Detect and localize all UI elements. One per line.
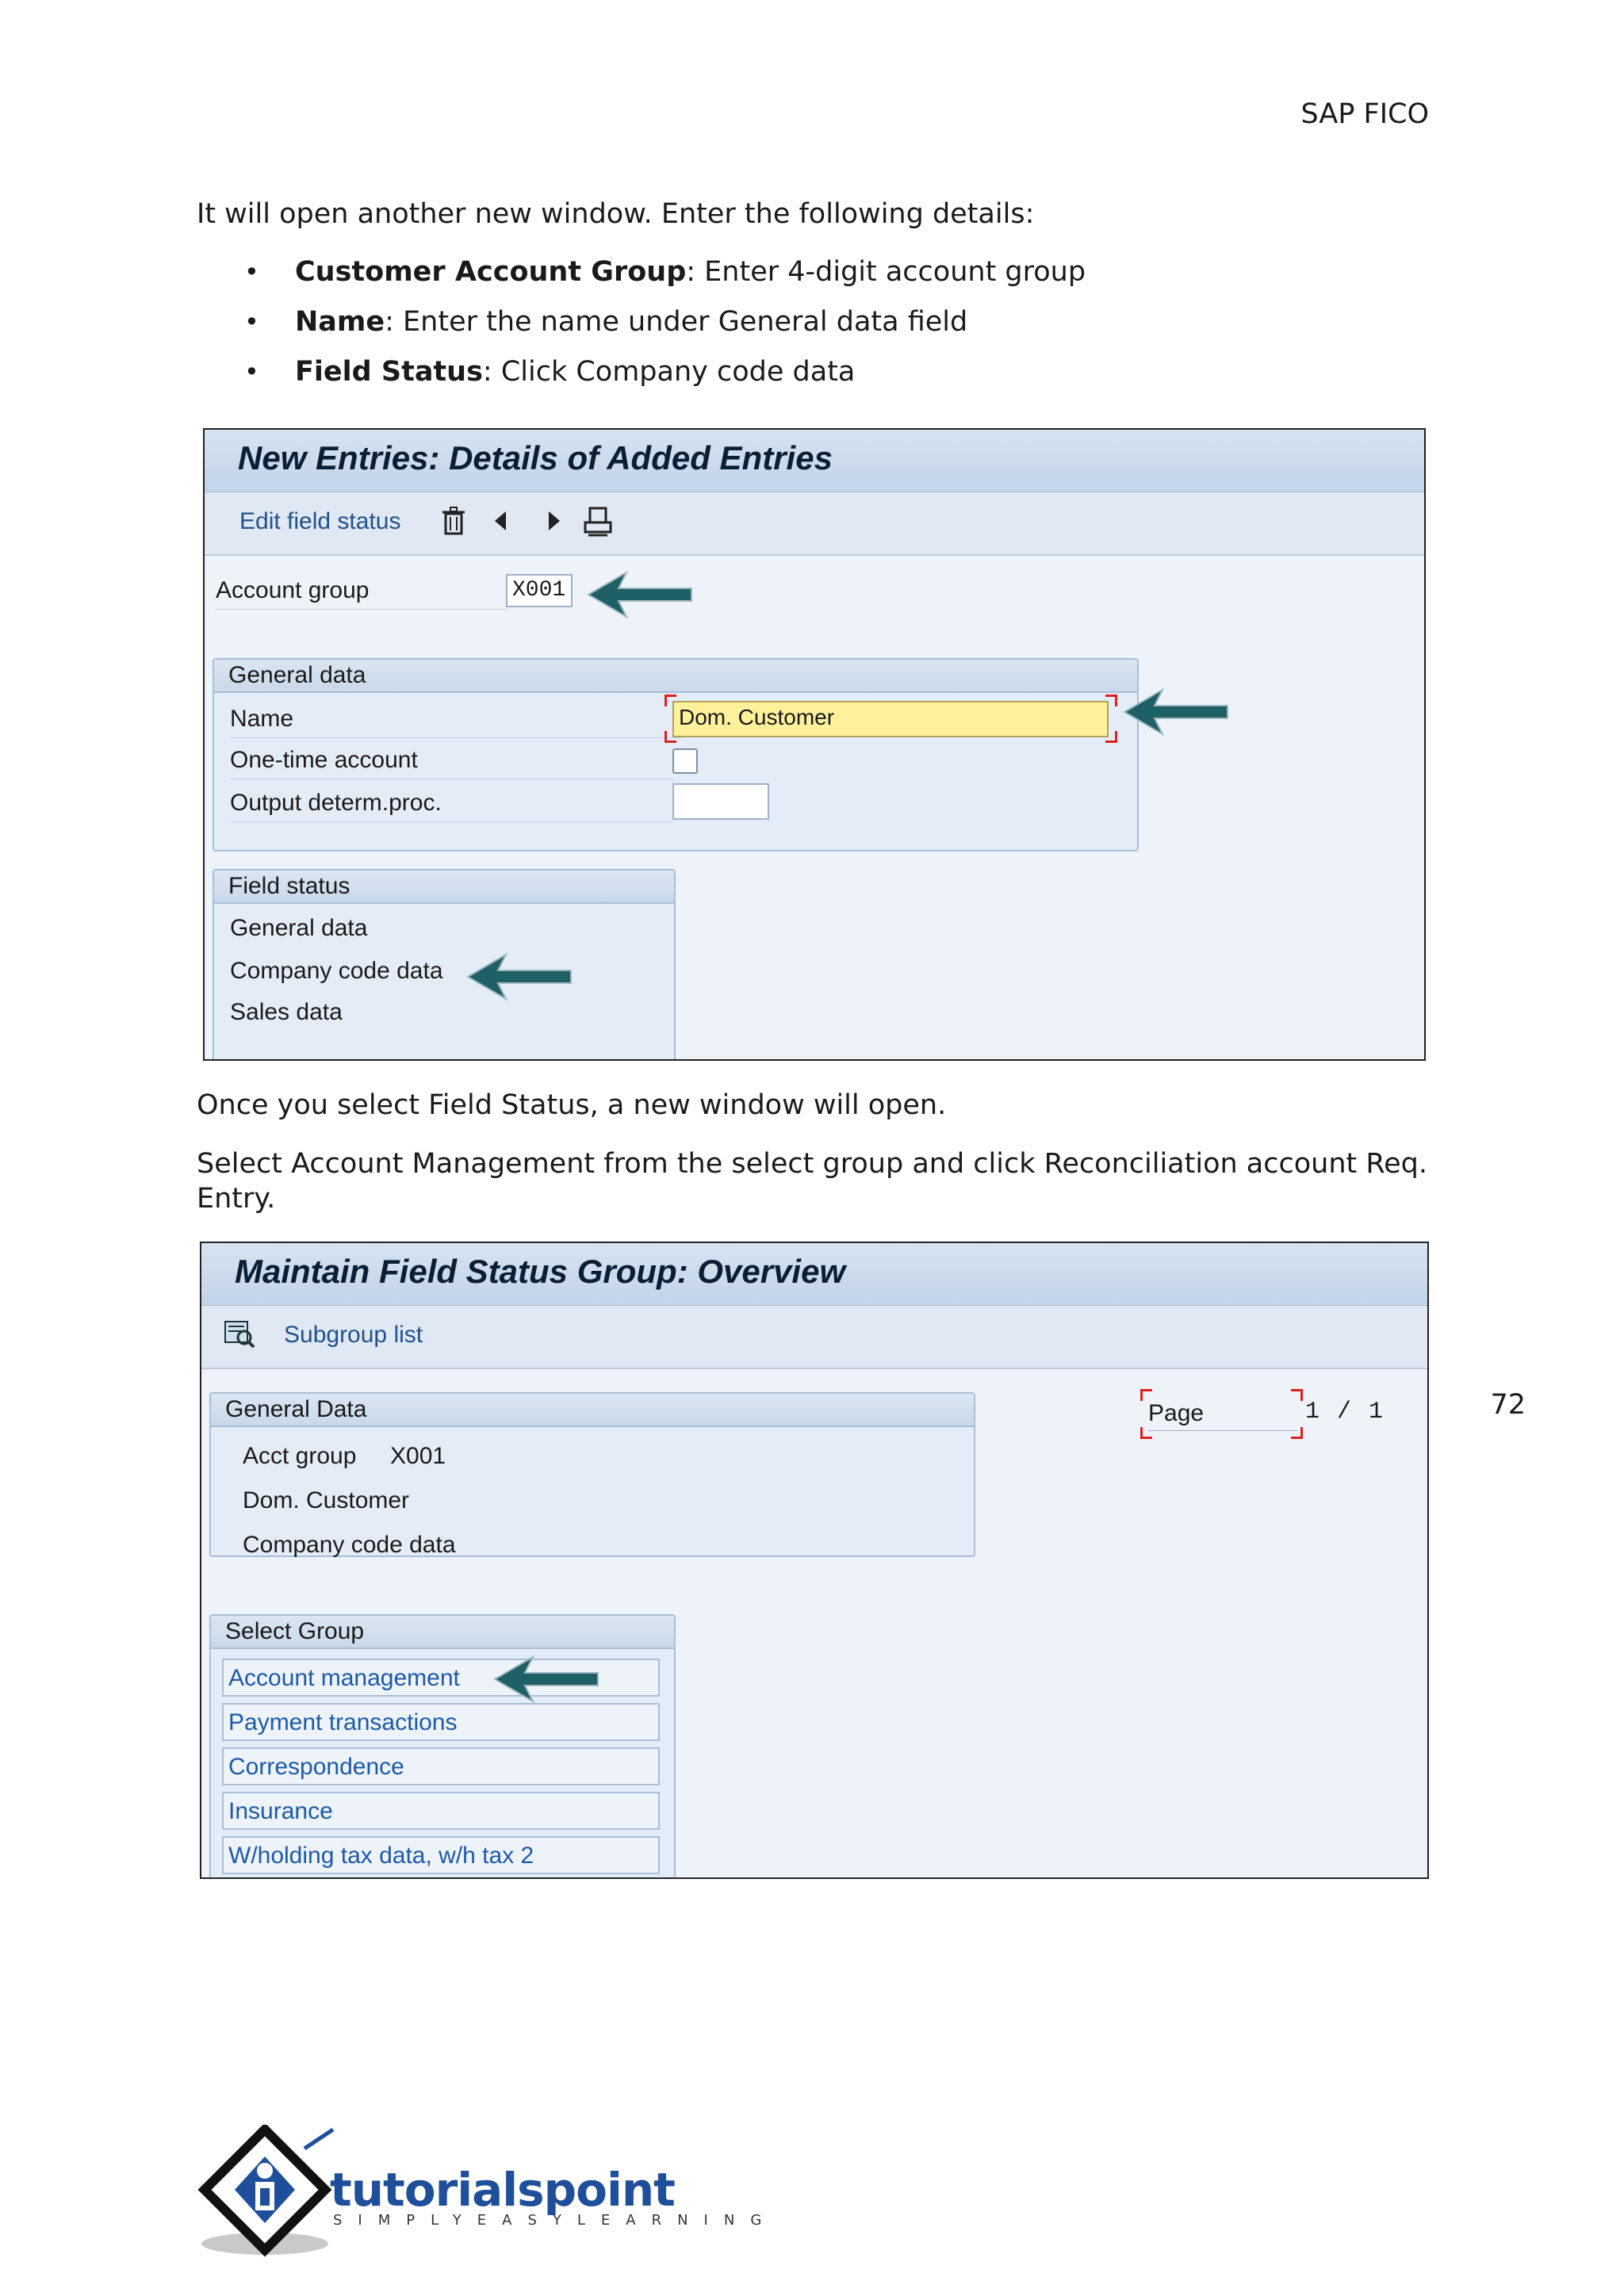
document-header-title: SAP FICO <box>1300 98 1429 130</box>
page-number: 72 <box>1490 1389 1526 1421</box>
select-group-item-label[interactable]: Insurance <box>228 1798 333 1824</box>
application-toolbar <box>205 492 1424 556</box>
previous-entry-icon[interactable] <box>484 503 519 538</box>
general-data-group <box>213 658 1139 851</box>
mid-paragraph-2: Select Account Management from the select group and click Reconciliation account Req. Entry. <box>197 1148 1427 1215</box>
screen-title: Maintain Field Status Group: Overview <box>235 1253 846 1290</box>
bullet-list <box>197 250 1086 400</box>
group-header <box>214 660 1137 693</box>
acct-group-value: X001 <box>390 1443 446 1469</box>
general-data-group <box>209 1392 975 1557</box>
field-status-group <box>213 869 676 1061</box>
mid-paragraph-1: Once you select Field Status, a new window will open. <box>197 1089 947 1121</box>
account-group-label: Account group <box>216 577 370 603</box>
application-toolbar <box>201 1306 1427 1369</box>
bullet-desc: : Click Company code data <box>482 356 856 388</box>
page-current: 1 <box>1305 1399 1320 1425</box>
bullet-desc: : Enter 4-digit account group <box>686 256 1086 288</box>
bullet-term: Customer Account Group <box>295 256 687 288</box>
one-time-account-checkbox[interactable] <box>672 748 698 774</box>
page-separator: / <box>1337 1399 1352 1425</box>
select-group-item-withholding-tax[interactable] <box>222 1836 660 1874</box>
subgroup-list-button[interactable]: Subgroup list <box>284 1322 423 1348</box>
general-data-heading: General Data <box>225 1396 367 1422</box>
bullet-item <box>197 350 1086 400</box>
select-group-item-label[interactable]: Account management <box>228 1665 460 1691</box>
pointer-arrow-icon <box>487 1649 606 1712</box>
one-time-account-label: One-time account <box>230 747 418 773</box>
field-status-heading: Field status <box>228 873 350 899</box>
field-status-sales-data[interactable]: Sales data <box>230 999 343 1025</box>
group-header <box>211 1616 674 1649</box>
bullet-item <box>197 250 1086 300</box>
account-group-input[interactable]: X001 <box>506 574 573 607</box>
edit-field-status-button[interactable]: Edit field status <box>239 508 401 534</box>
screen-title: New Entries: Details of Added Entries <box>238 439 833 476</box>
select-group-item-correspondence[interactable] <box>222 1747 660 1785</box>
name-label: Name <box>230 706 294 732</box>
bullet-item <box>197 300 1086 350</box>
screenshot-new-entries <box>203 428 1426 1061</box>
group-header <box>214 871 674 904</box>
logo-tagline: SIMPLYEASYLEARNING <box>333 2212 778 2229</box>
logo-wordmark: tutorialspoint <box>330 2163 675 2217</box>
delete-icon[interactable] <box>436 503 471 538</box>
bullet-term: Field Status <box>295 356 483 388</box>
screenshot-maintain-field-status <box>200 1242 1429 1879</box>
screen-title-bar <box>201 1243 1427 1306</box>
pointer-arrow-icon <box>460 947 579 1010</box>
group-header <box>211 1394 974 1427</box>
tutorialspoint-logo-icon <box>193 2125 339 2260</box>
bullet-desc: : Enter the name under General data field <box>385 306 968 338</box>
select-group-item-insurance[interactable] <box>222 1792 660 1830</box>
print-icon[interactable] <box>580 503 615 538</box>
select-group-item-label[interactable]: Payment transactions <box>228 1709 458 1735</box>
field-status-company-code-data[interactable]: Company code data <box>230 958 443 984</box>
intro-paragraph: It will open another new window. Enter the following details: <box>197 198 1035 230</box>
pointer-arrow-icon <box>1116 682 1235 745</box>
name-input[interactable]: Dom. Customer <box>672 701 1109 737</box>
select-group-item-label[interactable]: Correspondence <box>228 1754 404 1780</box>
output-determ-proc-label: Output determ.proc. <box>230 790 442 816</box>
page-total: 1 <box>1369 1399 1384 1425</box>
acct-group-label: Acct group <box>243 1443 357 1469</box>
next-entry-icon[interactable] <box>536 503 571 538</box>
customer-name-text: Dom. Customer <box>243 1487 410 1513</box>
select-group-heading: Select Group <box>225 1618 365 1644</box>
company-code-data-text: Company code data <box>243 1532 456 1558</box>
subgroup-list-icon[interactable] <box>222 1317 257 1352</box>
bullet-term: Name <box>295 306 385 338</box>
output-determ-proc-input[interactable] <box>672 783 769 820</box>
pointer-arrow-icon <box>580 564 699 628</box>
field-status-general-data[interactable]: General data <box>230 915 368 941</box>
screen-title-bar <box>205 430 1424 492</box>
general-data-heading: General data <box>228 662 366 688</box>
page-label: Page <box>1148 1400 1205 1426</box>
select-group-item-label[interactable]: W/holding tax data, w/h tax 2 <box>228 1843 534 1869</box>
